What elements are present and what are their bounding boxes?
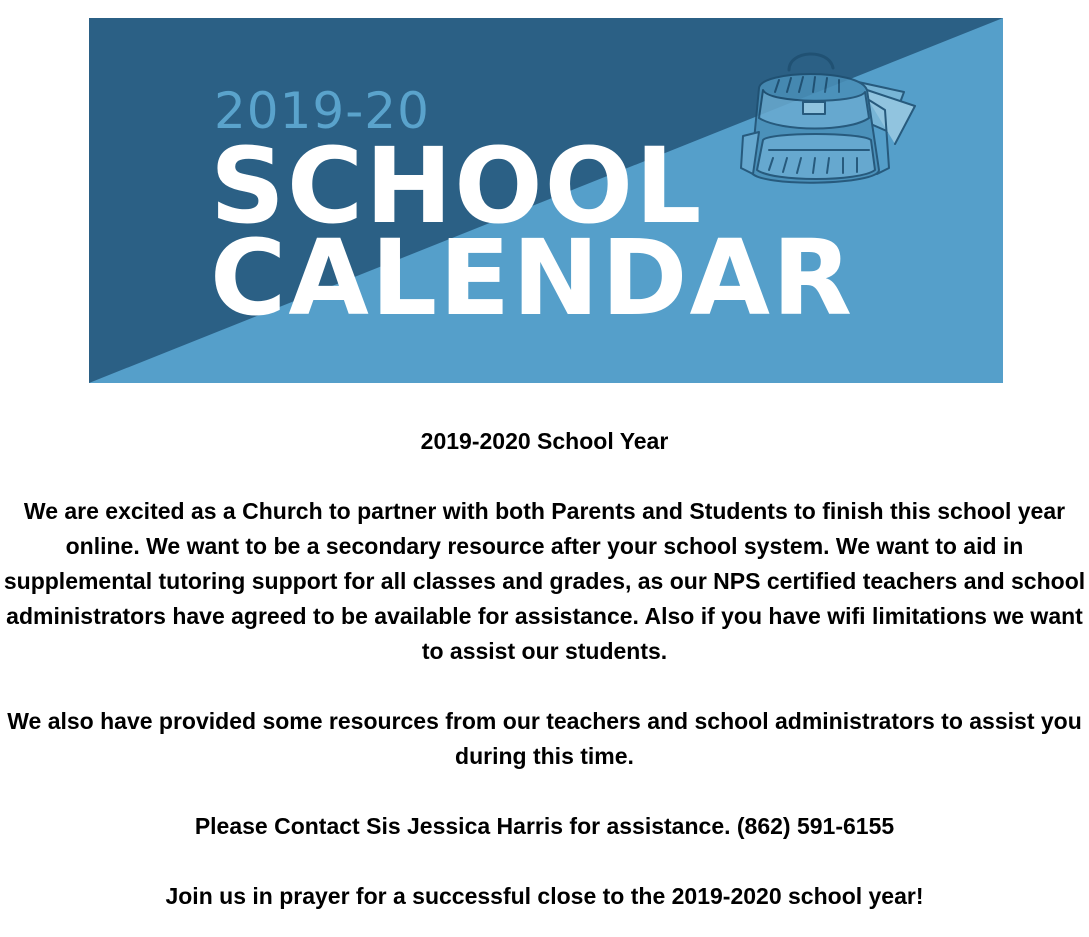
announcement (0, 424, 1089, 914)
announcement-contact: Please Contact Sis Jessica Harris for assistance. (862) 591-6155 (194, 813, 895, 839)
school-calendar-banner (89, 18, 1003, 383)
banner-year: 2019-20 (214, 82, 430, 140)
backpack-icon (729, 40, 929, 200)
announcement-paragraph-resources: We also have provided some resources from our teachers and school administrators to assist you during this time. (7, 708, 1082, 769)
banner-title-school: SCHOOL (210, 125, 704, 247)
announcement-paragraph-intro: We are excited as a Church to partner with both Parents and Students to finish this school year online. We want to be a secondary resource after your school system. We want to aid in supplemental tutoring support for all classes and grades, as our NPS certified teachers and school administrators have agreed to be available for assistance. Also if you have wifi limitations we want to assist our students. (3, 498, 1086, 664)
announcement-heading: 2019-2020 School Year (420, 428, 669, 454)
announcement-closing: Join us in prayer for a successful close to the 2019-2020 school year! (165, 883, 924, 909)
banner-title-calendar: CALENDAR (210, 217, 855, 339)
